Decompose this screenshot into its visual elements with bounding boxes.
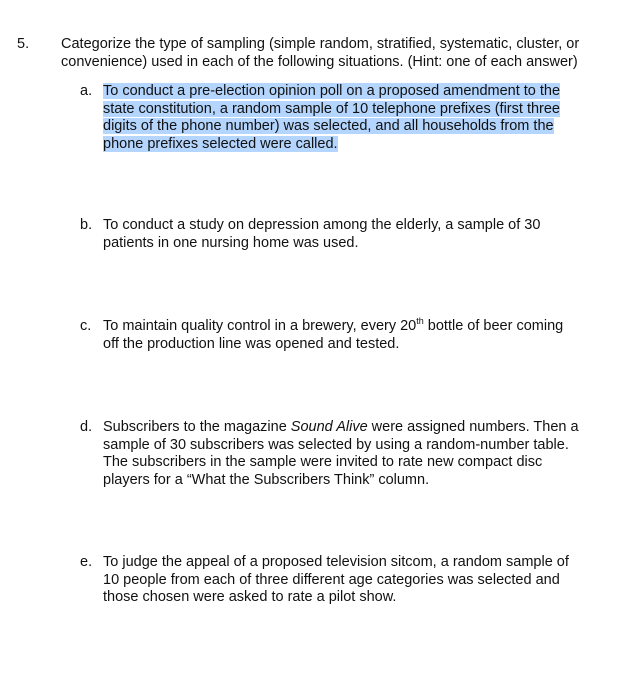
item-letter: a. [80, 83, 93, 99]
list-item-e [80, 554, 580, 607]
item-letter: b. [80, 217, 93, 233]
selected-text-highlight[interactable]: To conduct a pre-election opinion poll on a proposed amendment to the state constitution, a random sample of 10 telephone prefixes (first three digits of the phone number) was selected, and all households from the phone prefixes selected were called. [103, 83, 561, 152]
question-prompt: Categorize the type of sampling (simple random, stratified, systematic, cluster, or convenience) used in each of the following situations. (Hint: one of each answer) [61, 36, 580, 70]
item-text [103, 318, 580, 353]
item-text: To judge the appeal of a proposed television sitcom, a random sample of 10 people from each of three different age categories was selected and those chosen were asked to rate a pilot show. [103, 554, 569, 605]
list-item-d [80, 419, 580, 489]
item-text[interactable] [103, 83, 580, 153]
item-letter: d. [80, 419, 93, 435]
item-text-part: Subscribers to the magazine [103, 419, 291, 435]
ordinal-superscript: th [416, 316, 424, 327]
item-text-part: were assigned numbers. Then a sample of 30 subscribers was selected by using a random-number table. The subscribers in the sample were invited to rate new compact disc players for a “What the Subscribers Think” column. [103, 419, 579, 488]
list-item-b [80, 217, 580, 252]
magazine-title: Sound Alive [290, 419, 368, 435]
question-number: 5. [17, 36, 30, 52]
item-text [103, 419, 580, 489]
item-text: To conduct a study on depression among the elderly, a sample of 30 patients in one nursing home was used. [103, 217, 541, 251]
item-text-part: bottle of beer coming off the production line was opened and tested. [103, 318, 564, 352]
list-item-a [80, 83, 580, 153]
item-letter: c. [80, 318, 92, 334]
list-item-c [80, 318, 580, 353]
item-letter: e. [80, 554, 93, 570]
item-text-part: To maintain quality control in a brewery, every 20 [103, 318, 417, 334]
